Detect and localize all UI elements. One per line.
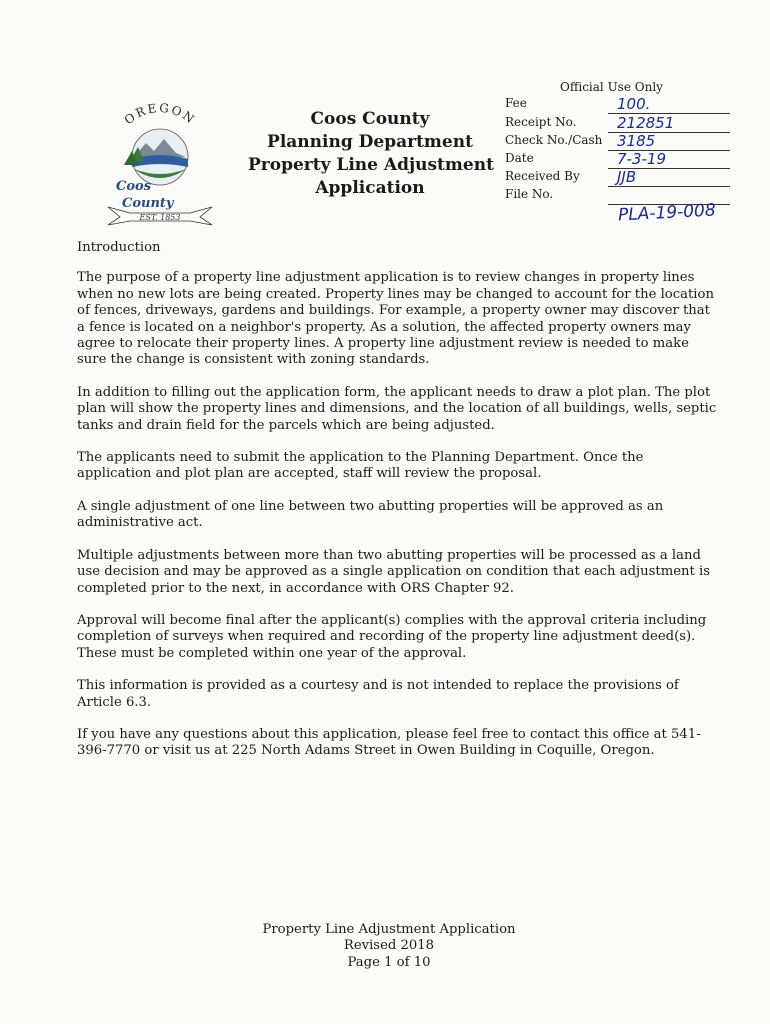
footer-revision: Revised 2018 bbox=[343, 938, 435, 954]
page-footer bbox=[0, 922, 770, 971]
title-line-4: Application bbox=[315, 178, 425, 198]
title-line-2: Planning Department bbox=[267, 132, 473, 152]
seal-est-text: EST. 1853 bbox=[139, 213, 181, 222]
seal-top-text: OREGON bbox=[121, 100, 199, 128]
coos-county-seal-logo bbox=[100, 95, 220, 230]
seal-name-line2: County bbox=[122, 196, 174, 211]
svg-text:OREGON bbox=[122, 101, 199, 127]
receipt-row bbox=[505, 115, 730, 133]
footer-page-number: Page 1 of 10 bbox=[347, 954, 431, 970]
paragraph-purpose: The purpose of a property line adjustment application is to review changes in property lines when no new lots are being created. Property lines may be changed to account for the location of fences, driveways, gardens and buildings. For example, a property owner may discover that a fence is located on a neighbor's property. As a solution, the affected property owners may agree to relocate their property lines. A property line adjustment review is needed to make sure the change is consistent with zoning standards. bbox=[77, 270, 714, 368]
seal-name-line1: Coos bbox=[116, 179, 152, 194]
document-title bbox=[248, 108, 492, 200]
check-label: Check No./Cash bbox=[505, 133, 603, 147]
seal-graphic-icon bbox=[100, 95, 220, 230]
paragraph-submit: The applicants need to submit the application to the Planning Department. Once the application and plot plan are accepted, staff will review the proposal. bbox=[77, 450, 644, 482]
paragraph-multiple-adjustments: Multiple adjustments between more than two abutting properties will be processed as a land use decision and may be approved as a single application on condition that each adjustment is completed prior to the next, in accordance with ORS Chapter 92. bbox=[77, 547, 710, 596]
date-row bbox=[505, 151, 730, 169]
paragraph-courtesy: This information is provided as a courtesy and is not intended to replace the provisions of Article 6.3. bbox=[77, 678, 679, 710]
receipt-value: 212851 bbox=[617, 114, 675, 132]
title-line-1: Coos County bbox=[310, 109, 430, 129]
footer-doc-name: Property Line Adjustment Application bbox=[262, 922, 516, 937]
fee-row bbox=[505, 96, 730, 114]
file-no-label: File No. bbox=[505, 187, 554, 201]
date-value: 7-3-19 bbox=[617, 150, 666, 168]
receipt-label: Receipt No. bbox=[505, 115, 577, 129]
check-value: 3185 bbox=[617, 132, 656, 150]
received-by-label: Received By bbox=[505, 169, 580, 183]
official-use-heading: Official Use Only bbox=[560, 80, 663, 94]
intro-heading: Introduction bbox=[77, 240, 161, 255]
document-body bbox=[77, 240, 717, 776]
received-by-row bbox=[505, 169, 730, 187]
date-label: Date bbox=[505, 151, 534, 165]
handwritten-file-number: PLA-19-008 bbox=[617, 200, 717, 226]
title-line-3: Property Line Adjustment bbox=[248, 155, 494, 175]
received-by-value: JJB bbox=[617, 168, 637, 186]
paragraph-plot-plan: In addition to filling out the application form, the applicant needs to draw a plot plan. The plot plan will show the property lines and dimensions, and the location of all buildings, wells, septic tanks and drain field for the parcels which are being adjusted. bbox=[77, 384, 717, 433]
fee-label: Fee bbox=[505, 96, 527, 110]
paragraph-contact: If you have any questions about this application, please feel free to contact this office at 541-396-7770 or visit us at 225 North Adams Street in Owen Building in Coquille, Oregon. bbox=[77, 726, 701, 759]
fee-value: 100. bbox=[617, 95, 651, 113]
paragraph-approval: Approval will become final after the applicant(s) complies with the approval criteria including completion of surveys when required and recording of the property line adjustment deed(s). These must be completed within one year of the approval. bbox=[77, 612, 707, 661]
check-row bbox=[505, 133, 730, 151]
paragraph-single-adjustment: A single adjustment of one line between two abutting properties will be approved as an administrative act. bbox=[77, 498, 664, 531]
